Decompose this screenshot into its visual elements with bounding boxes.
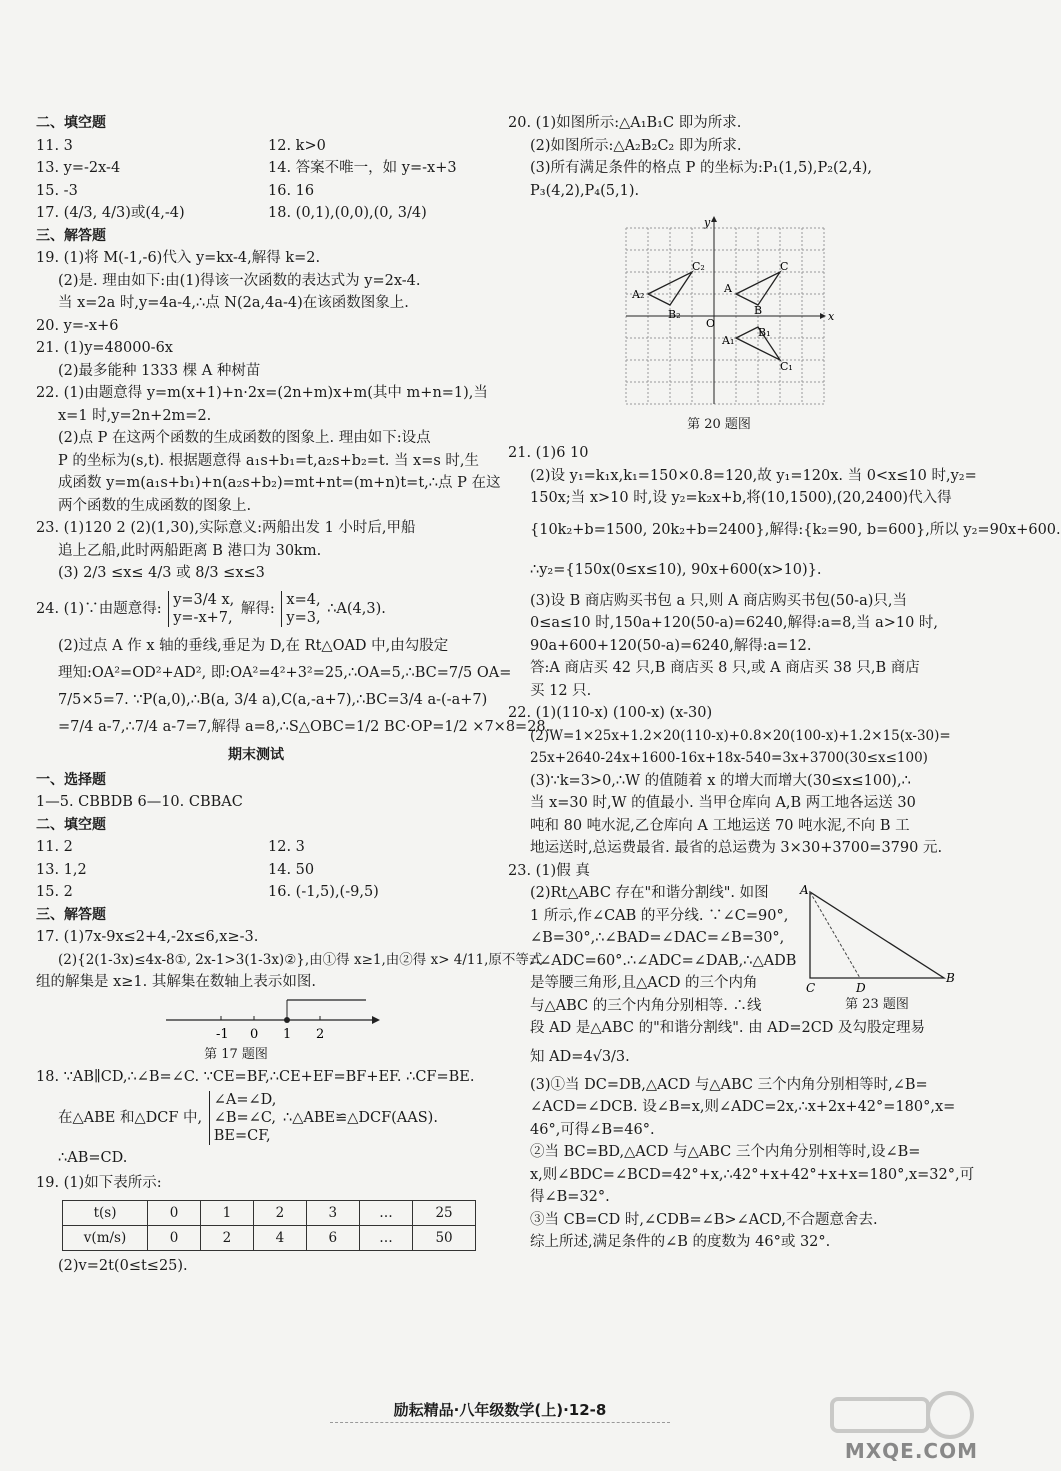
answer: 17. (4/3, 4/3)或(4,-4) — [36, 205, 185, 221]
q18-line: 18. ∵AB∥CD,∴∠B=∠C. ∵CE=BF,∴CE+EF=BF+EF. ∴CF=BE. — [36, 1068, 475, 1085]
q24-line: 理知:OA²=OD²+AD², 即:OA²=4²+3²=25,∴OA=5,∴BC=7/5 OA= — [58, 664, 512, 681]
choice-answers: 1—5. CBBDB 6—10. CBBAC — [36, 794, 243, 810]
triangle-figure-23 — [794, 882, 960, 996]
q22-line: (2)点 P 在这两个函数的生成函数的图象上. 理由如下:设点 — [58, 430, 431, 446]
q23-line: 与△ABC 的三个内角分别相等. ∴线 — [530, 997, 762, 1014]
q19-line: 19. (1)将 M(-1,-6)代入 y=kx-4,解得 k=2. — [36, 250, 321, 266]
velocity-table — [62, 1200, 476, 1251]
watermark-text: MXQE.COM — [844, 1439, 978, 1463]
q22-line: 地运送时,总运费最省. 最省的总运费为 3×30+3700=3790 元. — [530, 840, 943, 856]
right-column — [508, 112, 1061, 1254]
solid-point — [284, 1017, 290, 1023]
q21-line: {10k₂+b=1500, 20k₂+b=2400},解得:{k₂=90, b=600},所以 y₂=90x+600. — [530, 521, 1061, 538]
table-cell: t(s) — [63, 1201, 148, 1226]
answer: 16. (-1,5),(-9,5) — [268, 884, 379, 900]
q24-line: =7/4 a-7,∴7/4 a-7=7,解得 a=8,∴S△OBC=1/2 BC·OP=1/2 ×7×8=28. — [58, 718, 551, 735]
figure-caption: 第 20 题图 — [687, 417, 751, 432]
section-title-choice: 一、选择题 — [36, 771, 106, 788]
q22-line: 25x+2640-24x+1600-16x+18x-540=3x+3700(30≤x≤100) — [530, 750, 928, 766]
answer: 16. 16 — [268, 182, 315, 199]
q24-text: ∴A(4,3). — [327, 600, 386, 617]
section-title-fill: 二、填空题 — [36, 115, 106, 131]
q22-line: 吨和 80 吨水泥,乙仓库向 A 工地运送 70 吨水泥,不向 B 工 — [530, 817, 910, 834]
condition-system — [209, 1091, 277, 1145]
answer-row — [36, 202, 476, 225]
table-cell: … — [359, 1226, 412, 1251]
table-cell: 0 — [148, 1201, 201, 1226]
q23-line: 追上乙船,此时两船距离 B 港口为 30km. — [58, 542, 322, 559]
arrow-icon — [711, 216, 717, 222]
q17-line: 17. (1)7x-9x≤2+4,-2x≤6,x≥-3. — [36, 929, 259, 945]
table-cell: 25 — [413, 1201, 476, 1226]
vertex-label: B₁ — [758, 326, 771, 339]
q18-text: 在△ABE 和△DCF 中, — [58, 1109, 203, 1126]
q24-line: (2)过点 A 作 x 轴的垂线,垂足为 D,在 Rt△OAD 中,由勾股定 — [58, 637, 449, 654]
q18-text: ∴△ABE≌△DCF(AAS). — [282, 1109, 438, 1126]
vertex-label: C — [780, 260, 789, 273]
q19-line: 19. (1)如下表所示: — [36, 1174, 162, 1191]
answer: 12. k>0 — [268, 137, 326, 154]
q22-line: 成函数 y=m(a₁s+b₁)+n(a₂s+b₂)=mt+nt=(m+n)t=t,∴点 P 在这 — [58, 475, 501, 491]
q24-line: 7/5×5=7. ∵P(a,0),∴B(a, 3/4 a),C(a,-a+7),∴BC=3/4 a-(-a+7) — [58, 691, 488, 708]
q23-line: x,则∠BDC=∠BCD=42°+x,∴42°+x+42°+x+x=180°,x=32°,可 — [530, 1166, 975, 1183]
q22-line: 两个函数的生成函数的图象上. — [58, 497, 252, 514]
q24-text: 24. (1)∵由题意得: — [36, 600, 162, 617]
q23-line: ②当 BC=BD,△ACD 与△ABC 三个内角分别相等时,设∠B= — [530, 1144, 921, 1160]
q23-line: 23. (1)120 2 (2)(1,30),实际意义:两船出发 1 小时后,甲船 — [36, 520, 416, 536]
table-cell: 6 — [306, 1226, 359, 1251]
answer-row — [36, 157, 476, 180]
q23-line: (3)①当 DC=DB,△ACD 与△ABC 三个内角分别相等时,∠B= — [530, 1076, 928, 1093]
q24-text: 解得: — [240, 600, 275, 617]
q21-line: (2)设 y₁=k₁x,k₁=150×0.8=120,故 y₁=120x. 当 0<x≤10 时,y₂= — [530, 467, 977, 484]
axis-label: x — [828, 310, 835, 323]
vertex-label: C₂ — [692, 260, 705, 273]
table-cell: v(m/s) — [63, 1226, 148, 1251]
vertex-label: B — [946, 971, 955, 985]
q23-line: 知 AD=4√3/3. — [530, 1048, 630, 1065]
q22-line: 22. (1)(110-x) (100-x) (x-30) — [508, 705, 713, 721]
q23-line: 段 AD 是△ABC 的"和谐分割线". 由 AD=2CD 及勾股定理易 — [530, 1020, 926, 1036]
tick-label: -1 — [216, 1026, 229, 1042]
q20-line: 20. y=-x+6 — [36, 317, 119, 334]
table-cell: 0 — [148, 1226, 201, 1251]
condition: BE=CF, — [213, 1127, 271, 1144]
tick-label: 0 — [250, 1026, 259, 1042]
q21-line: ∴y₂={150x(0≤x≤10), 90x+600(x>10)}. — [530, 561, 822, 578]
vertex-label: A — [724, 282, 732, 295]
table-row — [63, 1226, 476, 1251]
answer: 14. 答案不唯一，如 y=-x+3 — [268, 160, 457, 176]
answer: 13. y=-2x-4 — [36, 160, 121, 176]
q23-line: 46°,可得∠B=46°. — [530, 1121, 655, 1138]
q19-line: (2)v=2t(0≤t≤25). — [58, 1258, 188, 1274]
table-cell: 50 — [413, 1226, 476, 1251]
q23-line: 得∠B=32°. — [530, 1189, 610, 1205]
figure-caption: 第 17 题图 — [204, 1046, 268, 1062]
q23-line: 综上所述,满足条件的∠B 的度数为 46°或 32°. — [530, 1234, 831, 1250]
vertex-label: C₁ — [780, 360, 793, 373]
vertex-label: D — [856, 981, 866, 995]
answer: 15. 2 — [36, 884, 73, 900]
final-test-title: 期末测试 — [228, 746, 284, 763]
right-triangle — [810, 892, 944, 978]
watermark-block — [832, 1399, 928, 1431]
answer-row — [36, 135, 476, 158]
equation: y=3, — [286, 609, 321, 626]
section-title-fill: 二、填空题 — [36, 816, 106, 833]
answer-row — [36, 836, 476, 859]
table-cell: … — [359, 1201, 412, 1226]
vertex-label: C — [806, 981, 816, 995]
vertex-label: A — [800, 883, 809, 897]
answer-row — [36, 859, 476, 882]
axis-label: y — [704, 216, 711, 229]
figure-caption: 第 23 题图 — [845, 997, 909, 1012]
answer: 11. 3 — [36, 137, 73, 154]
equation: y=-x+7, — [173, 609, 233, 626]
table-cell: 3 — [306, 1201, 359, 1226]
vertex-label: B — [754, 304, 763, 317]
q24-line — [36, 591, 476, 627]
equation-system — [281, 591, 320, 627]
q23-line: ③当 CB=CD 时,∠CDB=∠B>∠ACD,不合题意舍去. — [530, 1211, 878, 1228]
q22-line: P 的坐标为(s,t). 根据题意得 a₁s+b₁=t,a₂s+b₂=t. 当 x=s 时,生 — [58, 452, 480, 469]
vertex-label: B₂ — [668, 308, 681, 321]
section-title-solve: 三、解答题 — [36, 227, 106, 244]
equation: x=4, — [286, 591, 321, 608]
q21-line: 150x;当 x>10 时,设 y₂=k₂x+b,将(10,1500),(20,2400)代入得 — [530, 490, 952, 506]
answer: 13. 1,2 — [36, 861, 87, 878]
q23-block — [508, 882, 960, 1017]
q20-line: 20. (1)如图所示:△A₁B₁C 即为所求. — [508, 115, 742, 131]
table-cell: 4 — [253, 1226, 306, 1251]
answer: 14. 50 — [268, 861, 315, 878]
answer: 18. (0,1),(0,0),(0, 3/4) — [268, 205, 427, 221]
q21-line: 21. (1)6 10 — [508, 445, 589, 461]
q23-text — [508, 882, 797, 1017]
q23-line: (3) 2/3 ≤x≤ 4/3 或 8/3 ≤x≤3 — [58, 565, 265, 581]
condition: ∠B=∠C, — [213, 1109, 277, 1126]
section-title-solve: 三、解答题 — [36, 906, 106, 923]
table-cell: 1 — [201, 1201, 254, 1226]
q23-line: 1 所示,作∠CAB 的平分线. ∵∠C=90°, — [530, 907, 789, 924]
arrow-icon — [372, 1016, 380, 1024]
page-footer: 励耘精品·八年级数学(上)·12-8 — [393, 1401, 607, 1419]
q22-line: 当 x=30 时,W 的值最小. 当甲仓库向 A,B 两工地各运送 30 — [530, 795, 916, 811]
q23-figure — [794, 882, 960, 1017]
q20-line: (2)如图所示:△A₂B₂C₂ 即为所求. — [530, 137, 742, 154]
answer: 12. 3 — [268, 839, 305, 855]
q23-line: 23. (1)假 真 — [508, 862, 590, 879]
q17-line: 组的解集是 x≥1. 其解集在数轴上表示如图. — [36, 974, 316, 990]
q23-line: ∴∠ADC=60°.∴∠ADC=∠DAB,∴△ADB — [530, 952, 797, 969]
equation: y=3/4 x, — [173, 591, 235, 608]
origin-label: O — [706, 317, 716, 330]
q18-line: ∴AB=CD. — [58, 1149, 128, 1166]
vertex-label: A₁ — [722, 334, 735, 347]
watermark-circle — [928, 1393, 972, 1437]
arrow-icon — [820, 313, 826, 319]
q20-line: P₃(4,2),P₄(5,1). — [530, 182, 640, 199]
q19-line: (2)是. 理由如下:由(1)得该一次函数的表达式为 y=2x-4. — [58, 272, 421, 289]
q20-line: (3)所有满足条件的格点 P 的坐标为:P₁(1,5),P₂(2,4), — [530, 160, 873, 176]
vertex-label: A₂ — [632, 288, 645, 301]
q23-line: 是等腰三角形,且△ACD 的三个内角 — [530, 975, 758, 991]
tick-label: 2 — [316, 1026, 325, 1042]
footer-divider — [330, 1422, 670, 1423]
q22-line: x=1 时,y=2n+2m=2. — [58, 407, 212, 424]
q22-line: (3)∵k=3>0,∴W 的值随着 x 的增大而增大(30≤x≤100),∴ — [530, 772, 911, 789]
q22-line: 22. (1)由题意得 y=m(x+1)+n·2x=(2n+m)x+m(其中 m+n=1),当 — [36, 385, 488, 401]
answer-row — [36, 180, 476, 203]
q21-line: (2)最多能种 1333 棵 A 种树苗 — [58, 362, 261, 379]
q21-line: 0≤a≤10 时,150a+120(50-a)=6240,解得:a=8,当 a>10 时, — [530, 615, 939, 631]
condition: ∠A=∠D, — [213, 1091, 277, 1108]
equation-system — [168, 591, 234, 627]
q18-line — [36, 1091, 476, 1145]
grid-figure-20 — [508, 214, 960, 414]
q21-line: 21. (1)y=48000-6x — [36, 340, 173, 356]
table-cell: 2 — [201, 1226, 254, 1251]
q22-line: (2)W=1×25x+1.2×20(110-x)+0.8×20(100-x)+1.2×15(x-30)= — [530, 727, 951, 744]
table-row — [63, 1201, 476, 1226]
q23-line: ∠B=30°,∴∠BAD=∠DAC=∠B=30°, — [530, 930, 785, 946]
q21-line: 答:A 商店买 42 只,B 商店买 8 只,或 A 商店买 38 只,B 商店 — [530, 660, 920, 676]
q21-line: (3)设 B 商店购买书包 a 只,则 A 商店购买书包(50-a)只,当 — [530, 592, 907, 609]
number-line-figure — [36, 994, 476, 1044]
table-cell: 2 — [253, 1201, 306, 1226]
tick-label: 1 — [283, 1026, 292, 1042]
q23-line: (2)Rt△ABC 存在"和谐分割线". 如图 — [530, 885, 769, 901]
answer: 11. 2 — [36, 839, 73, 855]
answer: 15. -3 — [36, 182, 78, 199]
q17-line: (2){2(1-3x)≤4x-8①, 2x-1>3(1-3x)②},由①得 x≥1,由②得 x> 4/11,原不等式 — [58, 951, 543, 968]
q23-line: ∠ACD=∠DCB. 设∠B=x,则∠ADC=2x,∴x+2x+42°=180°,x= — [530, 1099, 956, 1115]
bisector-ad — [810, 892, 860, 978]
q19-line: 当 x=2a 时,y=4a-4,∴点 N(2a,4a-4)在该函数图象上. — [58, 295, 409, 311]
q21-line: 90a+600+120(50-a)=6240,解得:a=12. — [530, 637, 812, 654]
answer-row — [36, 881, 476, 904]
q21-line: 买 12 只. — [530, 682, 592, 699]
